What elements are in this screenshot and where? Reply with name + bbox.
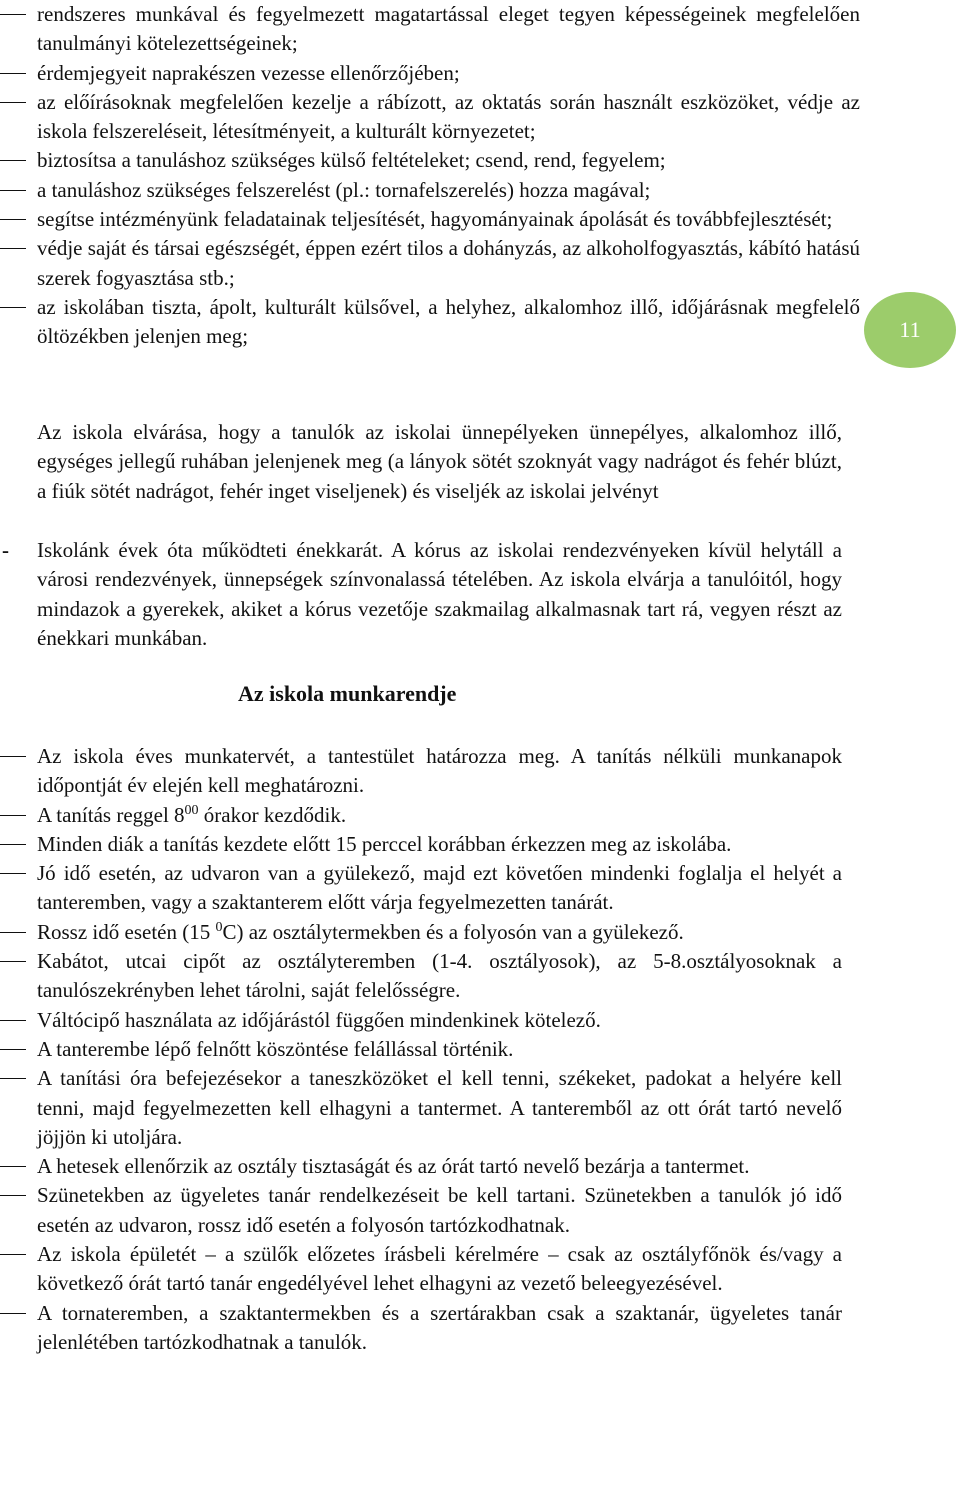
list-item-text: A tanterembe lépő felnőtt köszöntése felállással történik. [37,1036,514,1061]
list-item-text: Minden diák a tanítás kezdete előtt 15 perccel korábban érkezzen meg az iskolába. [37,831,732,856]
list-item [0,536,842,653]
list-item-text: védje saját és társai egészségét, éppen ezért tilos a dohányzás, az alkoholfogyasztás, kábító hatású szerek fogyasztása stb.; [37,236,860,290]
dash-bullet [0,73,26,74]
student-duties-list [0,0,860,352]
list-item-text: a tanuláshoz szükséges felszerelést (pl.: tornafelszerelés) hozza magával; [37,177,651,202]
degree-superscript: 0 [215,919,223,935]
dash-bullet [0,815,26,816]
hyphen-bullet: - [2,538,9,562]
list-item-text [37,801,842,830]
list-item-text: az előírásoknak megfelelően kezelje a rábízott, az oktatás során használt eszközöket, védje az iskola felszereléseit, létesítményeit, a kulturált környezetet; [37,89,860,144]
page-number: 11 [899,317,921,342]
choir-paragraph: Iskolánk évek óta működteti énekkarát. A kórus az iskolai rendezvényeken kívül helytáll a városi rendezvények, ünnepségek színvonalassá tételében. Az iskola elvárja a tanulóitól, hogy mindazok a gyerekek, akiket a kórus vezetője szakmailag alkalmasnak tart rá, vegyen részt az énekkari munkában. [37,538,842,650]
list-item [0,947,842,1006]
list-item [0,1152,842,1181]
start-time-text: A tanítás reggel 8 [37,802,185,827]
page-number-badge [864,292,956,368]
list-item [0,1299,842,1358]
list-item-text: biztosítsa a tanuláshoz szükséges külső feltételeket; csend, rend, fegyelem; [37,148,666,173]
list-item [0,801,842,830]
temperature-text: Rossz idő esetén (15 [37,919,216,944]
list-item [0,1181,842,1240]
list-item [0,205,860,234]
list-item [0,176,860,205]
list-item [0,59,860,88]
list-item-text: A tanítási óra befejezésekor a taneszközöket el kell tenni, székeket, padokat a helyére kell tenni, majd fegyelmezetten kell elhagyni a tantermet. A tanteremből az ott órát tartó nevelő jöjjön ki utoljára. [37,1066,842,1149]
list-item-text: Jó idő esetén, az udvaron van a gyülekező, majd ezt követően mindenki foglalja el helyét a tanteremben, vagy a szaktanterem előtt várja fegyelmezetten tanárát. [37,861,842,915]
list-item-text: Váltócipő használata az időjárástól függően mindenkinek kötelező. [37,1007,601,1032]
section-heading: Az iskola munkarendje [238,681,457,706]
start-time-superscript: 00 [184,802,199,818]
list-item-text [37,918,842,947]
list-item [0,830,842,859]
dash-bullet [0,160,26,161]
list-item [0,859,842,918]
list-item-text: A tornateremben, a szaktantermekben és a szertárakban csak a szaktanár, ügyeletes tanár jelenlétében tartózkodhatnak a tanulók. [37,1300,842,1354]
dash-bullet [0,102,26,103]
list-item [0,88,860,147]
choir-section [0,536,842,653]
dash-bullet [0,307,26,308]
dash-bullet [0,844,26,845]
dash-bullet [0,1078,26,1079]
list-item-text: A hetesek ellenőrzik az osztály tisztaságát és az órát tartó nevelő bezárja a tantermet. [37,1154,750,1179]
uniform-paragraph: Az iskola elvárása, hogy a tanulók az iskolai ünnepélyeken ünnepélyes, alkalomhoz illő, egységes jellegű ruhában jelenjenek meg (a lányok sötét szoknyát vagy nadrágot és fehér blúzt, a fiúk sötét nadrágot, fehér inget viseljenek) és viseljék az iskolai jelvényt [37,420,842,503]
list-item [0,1035,842,1064]
list-item [0,1064,842,1152]
dash-bullet [0,190,26,191]
dash-bullet [0,961,26,962]
list-item-text: az iskolában tiszta, ápolt, kulturált külsővel, a helyhez, alkalomhoz illő, időjárásnak megfelelő öltözékben jelenjen meg; [37,294,860,349]
list-item [0,146,860,175]
dash-bullet [0,1254,26,1255]
dash-bullet [0,756,26,757]
dash-bullet [0,219,26,220]
dash-bullet [0,1313,26,1314]
dash-bullet [0,1195,26,1196]
list-item-text: Az iskola épületét – a szülők előzetes írásbeli kérelmére – csak az osztályfőnök és/vagy a következő órát tartó tanár engedélyével lehet elhagyni az vezető beleegyezésével. [37,1242,842,1296]
list-item [0,918,842,947]
dash-bullet [0,1049,26,1050]
list-item-text: Az iskola éves munkatervét, a tantestület határozza meg. A tanítás nélküli munkanapok időpontját év elején kell meghatározni. [37,744,842,798]
dash-bullet [0,932,26,933]
temperature-suffix: C) az osztálytermekben és a folyosón van a gyülekező. [222,919,684,944]
list-item [0,293,860,352]
list-item [0,0,860,59]
list-item [0,1006,842,1035]
list-item [0,234,860,293]
dash-bullet [0,1020,26,1021]
list-item-text: rendszeres munkával és fegyelmezett magatartással eleget tegyen képességeinek megfelelően tanulmányi kötelezettségeinek; [37,2,860,56]
dash-bullet [0,248,26,249]
dash-bullet [0,873,26,874]
list-item-text: Szünetekben az ügyeletes tanár rendelkezéseit be kell tartani. Szünetekben a tanulók jó idő esetén az udvaron, rossz idő esetén a folyosón tartózkodhatnak. [37,1183,842,1237]
start-time-suffix: órakor kezdődik. [198,802,347,827]
list-item [0,742,842,801]
school-rules-list [0,742,842,1357]
list-item-text: érdemjegyeit naprakészen vezesse ellenőrzőjében; [37,60,460,85]
list-item-text: segítse intézményünk feladatainak teljesítését, hagyományainak ápolását és továbbfejlesztését; [37,207,833,232]
dash-bullet [0,1166,26,1167]
list-item [0,1240,842,1299]
list-item-text: Kabátot, utcai cipőt az osztályteremben (1-4. osztályosok), az 5-8.osztályosoknak a tanulószekrényben lehet tárolni, saját felelősségre. [37,949,842,1003]
dash-bullet [0,14,26,15]
